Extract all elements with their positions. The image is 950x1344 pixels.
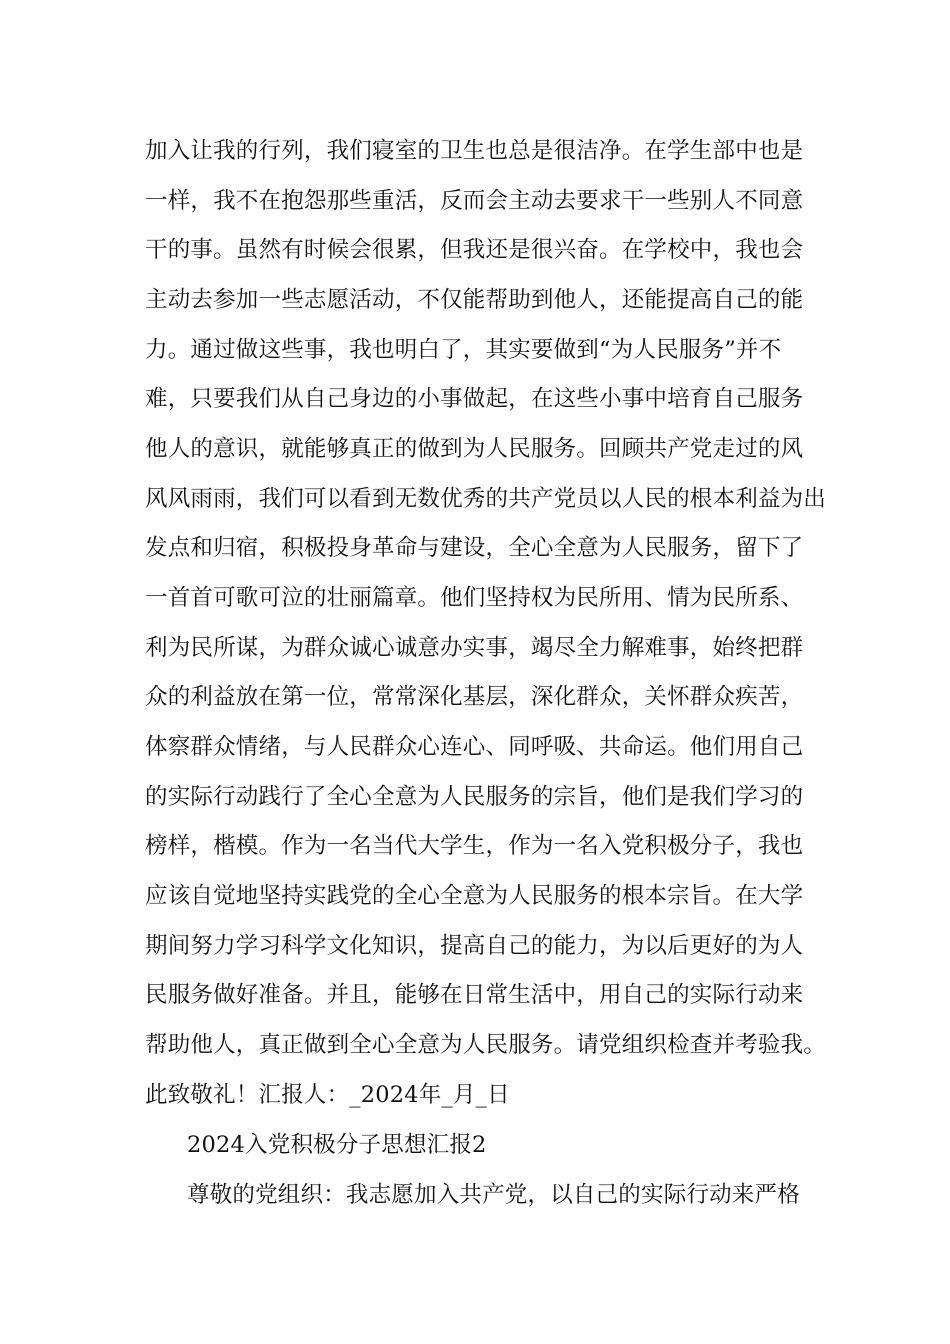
body-line: 难，只要我们从自己身边的小事做起，在这些小事中培育自己服务 [145, 386, 804, 412]
body-line: 一首首可歌可泣的壮丽篇章。他们坚持权为民所用、情为民所系、 [145, 585, 804, 611]
body-line: 干的事。虽然有时候会很累，但我还是很兴奋。在学校中，我也会 [145, 237, 804, 263]
body-line: 体察群众情绪，与人民群众心连心、同呼吸、共命运。他们用自己 [145, 734, 804, 760]
body-line: 帮助他人，真正做到全心全意为人民服务。请党组织检查并考验我。 [145, 1032, 827, 1058]
body-line: 榜样，楷模。作为一名当代大学生，作为一名入党积极分子，我也 [145, 833, 804, 859]
body-line: 主动去参加一些志愿活动，不仅能帮助到他人，还能提高自己的能 [145, 287, 804, 313]
body-line: 他人的意识，就能够真正的做到为人民服务。回顾共产党走过的风 [145, 436, 804, 462]
body-line: 发点和归宿，积极投身革命与建设，全心全意为人民服务，留下了 [145, 535, 804, 561]
body-line: 应该自觉地坚持实践党的全心全意为人民服务的根本宗旨。在大学 [145, 883, 804, 909]
body-line: 众的利益放在第一位，常常深化基层，深化群众，关怀群众疾苦， [145, 684, 804, 710]
body-line: 一样，我不在抱怨那些重活，反而会主动去要求干一些别人不同意 [145, 188, 804, 214]
body-line: 力。通过做这些事，我也明白了，其实要做到“为人民服务”并不 [145, 337, 782, 363]
body-line: 期间努力学习科学文化知识，提高自己的能力，为以后更好的为人 [145, 933, 804, 959]
opening-line: 尊敬的党组织：我志愿加入共产党，以自己的实际行动来严格 [187, 1182, 800, 1208]
body-line: 的实际行动践行了全心全意为人民服务的宗旨，他们是我们学习的 [145, 784, 804, 810]
body-line: 民服务做好准备。并且，能够在日常生活中，用自己的实际行动来 [145, 982, 804, 1008]
signature-line: 此致敬礼！汇报人：_2024年_月_日 [145, 1082, 510, 1108]
body-line: 风风雨雨，我们可以看到无数优秀的共产党员以人民的根本利益为出 [145, 486, 827, 512]
section-title: 2024入党积极分子思想汇报2 [187, 1132, 487, 1158]
body-line: 加入让我的行列，我们寝室的卫生也总是很洁净。在学生部中也是 [145, 138, 804, 164]
body-line: 利为民所谋，为群众诚心诚意办实事，竭尽全力解难事，始终把群 [145, 635, 804, 661]
